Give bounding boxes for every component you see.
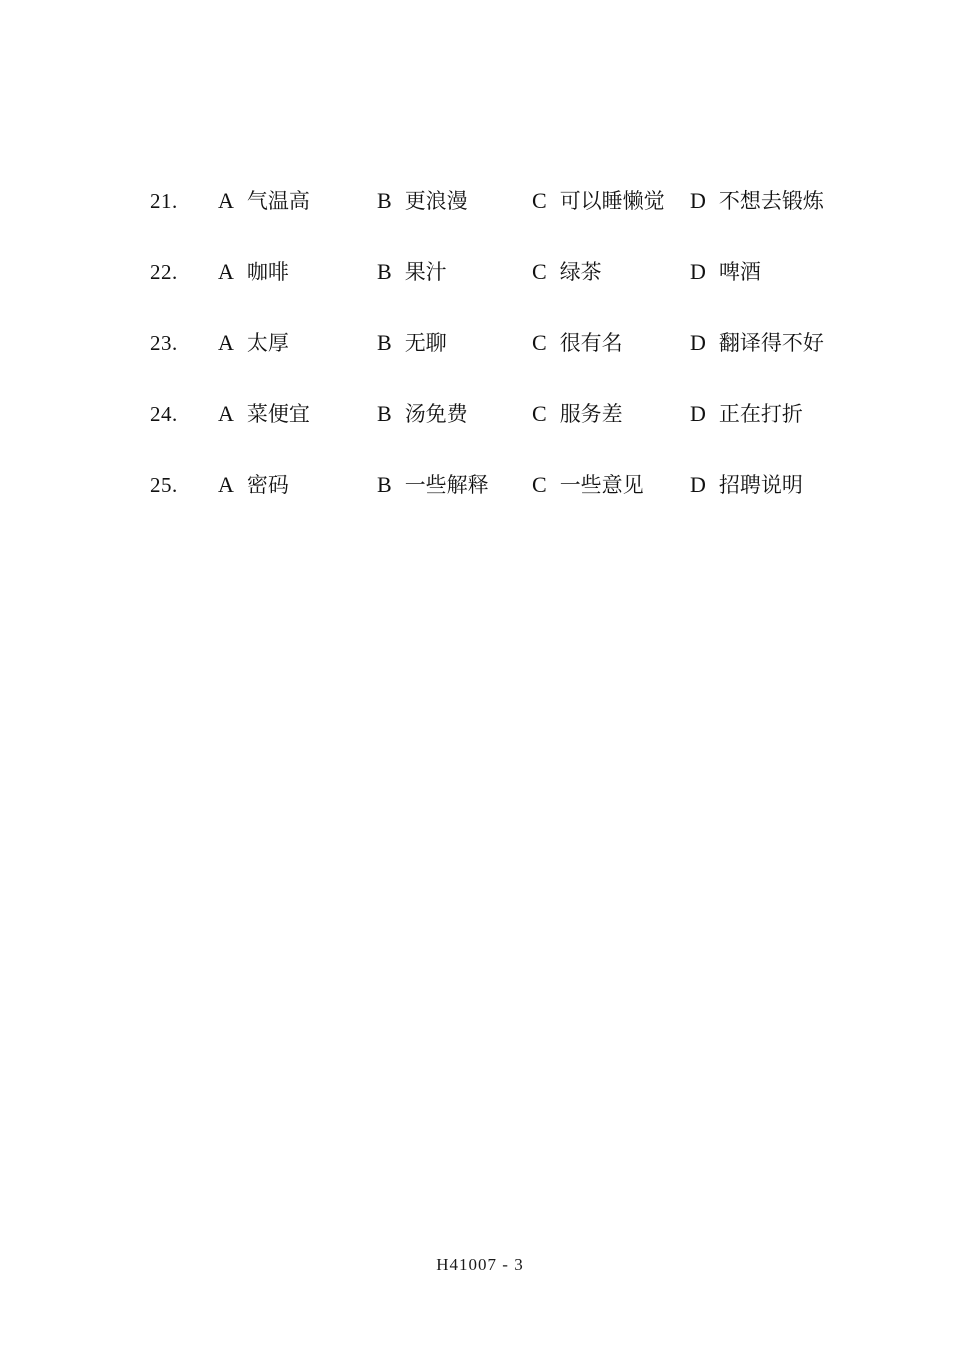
option-letter: A: [218, 259, 234, 284]
option-d: [690, 190, 960, 212]
option-text: 很有名: [559, 331, 623, 355]
option-text: 太厚: [246, 331, 289, 355]
option-text: 啤酒: [718, 260, 761, 284]
question-row: [150, 332, 960, 354]
option-text: 招聘说明: [718, 473, 803, 497]
page-footer: [0, 1255, 960, 1275]
question-row: [150, 261, 960, 283]
option-text: 密码: [246, 473, 289, 497]
option-letter: A: [218, 330, 234, 355]
option-letter: A: [218, 188, 234, 213]
option-letter: D: [690, 259, 706, 284]
option-letter: C: [532, 259, 547, 284]
option-b: [377, 332, 532, 354]
option-b: [377, 403, 532, 425]
option-c: [532, 474, 690, 496]
option-text: 不想去锻炼: [718, 189, 824, 213]
question-row: [150, 403, 960, 425]
option-letter: D: [690, 401, 706, 426]
option-c: [532, 332, 690, 354]
option-a: [218, 332, 377, 354]
option-text: 一些解释: [404, 473, 489, 497]
option-a: [218, 474, 377, 496]
option-letter: D: [690, 188, 706, 213]
option-a: [218, 403, 377, 425]
option-letter: B: [377, 259, 392, 284]
option-text: 正在打折: [718, 402, 803, 426]
option-c: [532, 403, 690, 425]
option-letter: C: [532, 401, 547, 426]
option-letter: B: [377, 401, 392, 426]
option-text: 一些意见: [559, 473, 644, 497]
option-letter: A: [218, 472, 234, 497]
option-d: [690, 261, 960, 283]
option-text: 服务差: [559, 402, 623, 426]
option-text: 无聊: [404, 331, 447, 355]
option-d: [690, 332, 960, 354]
option-letter: B: [377, 330, 392, 355]
option-letter: D: [690, 330, 706, 355]
option-c: [532, 190, 690, 212]
option-letter: B: [377, 472, 392, 497]
page-footer-text: H41007 - 3: [436, 1255, 524, 1274]
option-text: 可以睡懒觉: [559, 189, 665, 213]
option-text: 果汁: [404, 260, 447, 284]
option-b: [377, 474, 532, 496]
option-text: 咖啡: [246, 260, 289, 284]
option-letter: C: [532, 472, 547, 497]
option-b: [377, 190, 532, 212]
option-letter: A: [218, 401, 234, 426]
option-text: 菜便宜: [246, 402, 310, 426]
option-letter: C: [532, 330, 547, 355]
option-text: 汤免费: [404, 402, 468, 426]
option-a: [218, 190, 377, 212]
option-text: 翻译得不好: [718, 331, 824, 355]
question-row: [150, 190, 960, 212]
option-d: [690, 403, 960, 425]
option-text: 气温高: [246, 189, 310, 213]
question-row: [150, 474, 960, 496]
option-text: 更浪漫: [404, 189, 468, 213]
option-text: 绿茶: [559, 260, 602, 284]
option-d: [690, 474, 960, 496]
question-number: 21.: [150, 189, 178, 213]
question-number: 23.: [150, 331, 178, 355]
question-number: 24.: [150, 402, 178, 426]
option-letter: D: [690, 472, 706, 497]
option-b: [377, 261, 532, 283]
question-number: 25.: [150, 473, 178, 497]
question-number: 22.: [150, 260, 178, 284]
option-a: [218, 261, 377, 283]
option-c: [532, 261, 690, 283]
option-letter: B: [377, 188, 392, 213]
question-list: [150, 190, 960, 545]
option-letter: C: [532, 188, 547, 213]
